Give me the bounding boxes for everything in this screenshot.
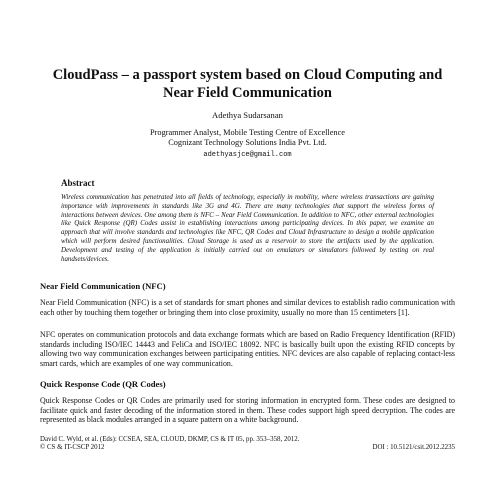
page-footer <box>40 436 455 453</box>
paper-title: CloudPass – a passport system based on Cloud Computing and Near Field Communication <box>52 67 443 101</box>
affiliation-line-2: Cognizant Technology Solutions India Pvt. Ltd. <box>168 138 327 147</box>
footer-citation: David C. Wyld, et al. (Eds): CCSEA, SEA, CLOUD, DKMP, CS & IT 05, pp. 353–358, 2012. <box>40 436 300 443</box>
abstract-text: Wireless communication has penetrated into all fields of technology, especially in mobility, where wireless transactions are gaining importance with improvements in standards like 3G and 4G. There are many technologies that support the wireless forms of interactions between devices. One among them is NFC – Near Field Communication. In addition to NFC, other external technologies like Quick Response (QR) Codes assist in establishing interactions among participating devices. In this paper, we examine an approach that will involve standards and technologies like NFC, QR Codes and Cloud Infrastructure to design a mobile application which will perform desired functionalities. Cloud Storage is used as a reservoir to store the artifacts used by the application. Development and testing of the application is initially carried out on emulators or simulators followed by testing on real handsets/devices. <box>61 194 434 263</box>
affiliation <box>0 128 495 148</box>
paragraph-nfc-1: Near Field Communication (NFC) is a set of standards for smart phones and similar devices to establish radio communication with each other by touching them together or bringing them into close proximity, usually no more than 15 centimeters [1]. <box>40 298 455 317</box>
abstract-heading: Abstract <box>61 178 95 188</box>
paragraph-nfc-2: NFC operates on communication protocols and data exchange formats which are based on Radio Frequency Identification (RFID) standards including ISO/IEC 14443 and FeliCa and ISO/IEC 18092. NFC is basically built upon the existing RFID concepts by allowing two way communication exchanges between participating entities. NFC devices are also capable of replacing contact-less smart cards, which are examples of one way communication. <box>40 330 455 369</box>
footer-doi: DOI : 10.5121/csit.2012.2235 <box>372 444 455 452</box>
author-email: adethyasjce@gmail.com <box>203 151 292 159</box>
paragraph-qr-1: Quick Response Codes or QR Codes are primarily used for storing information in encrypted form. These codes are designed to facilitate quick and faster decoding of the information stored in them. These codes support high speed decryption. The codes are represented as black modules arranged in a square pattern on a white background. <box>40 396 455 425</box>
section-heading-nfc: Near Field Communication (NFC) <box>40 281 166 291</box>
section-heading-qr: Quick Response Code (QR Codes) <box>40 379 166 389</box>
affiliation-line-1: Programmer Analyst, Mobile Testing Centre of Excellence <box>150 128 345 137</box>
author-name: Adethya Sudarsanan <box>212 110 283 120</box>
footer-copyright: © CS & IT-CSCP 2012 <box>40 444 105 452</box>
